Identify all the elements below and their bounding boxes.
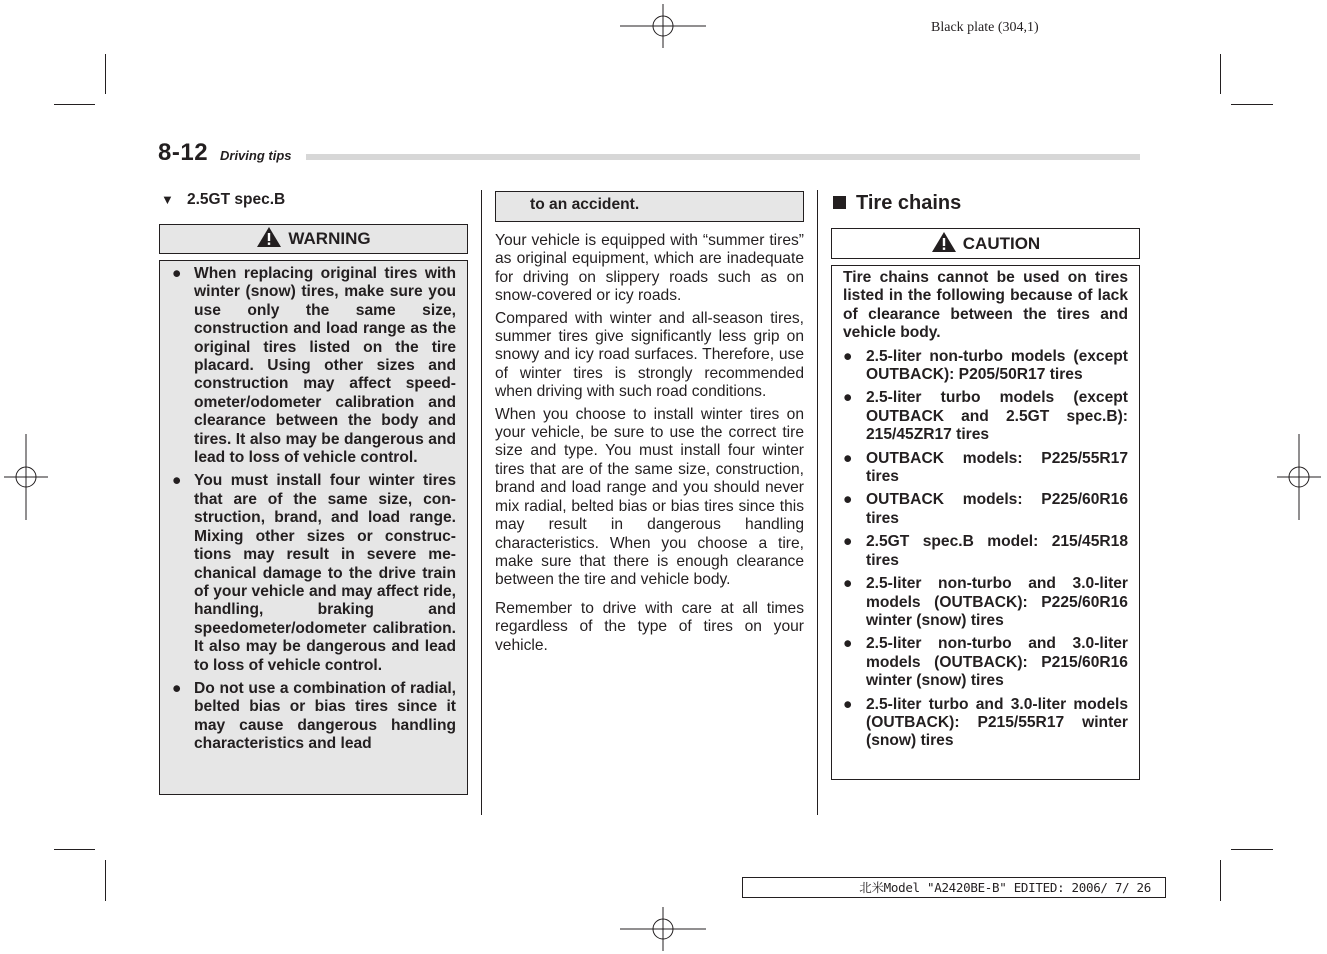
section-title: Driving tips: [220, 148, 292, 163]
paragraph: Compared with winter and all-season tires, summer tires give significantly less grip on snowy and icy road surfaces. Therefore, use of winter tires is strongly recommended when driving with such road conditions.: [495, 309, 804, 401]
crop-mark: [1231, 849, 1273, 850]
list-item: ● 2.5-liter non-turbo and 3.0-liter models (OUTBACK): P215/60R16 winter (snow) tires: [843, 635, 1128, 690]
list-item: ● Do not use a combination of radial, belted bias or bias tires since it may cause dangerous handling characteristics and lead: [172, 679, 456, 753]
column-divider: [481, 190, 482, 815]
list-item: ● OUTBACK models: P225/60R16 tires: [843, 491, 1128, 527]
list-item: ● 2.5GT spec.B model: 215/45R18 tires: [843, 533, 1128, 569]
bullet-icon: ●: [172, 265, 182, 282]
list-item: ● You must install four winter tires that are of the same size, construction, brand, and load range. Mixing other sizes or constructions may result in severe mechanical damage to the drive train of your vehicle and may affect ride, handling, braking and speedometer/odometer calibration. It also may be dangerous and lead to loss of vehicle control.: [172, 472, 456, 674]
caution-body: [831, 265, 1140, 780]
triangle-down-icon: ▼: [161, 192, 174, 207]
heading-text: Tire chains: [856, 192, 962, 214]
bullet-icon: ●: [843, 575, 853, 593]
caution-label: CAUTION: [962, 234, 1041, 253]
registration-mark-icon: [4, 434, 48, 520]
square-bullet-icon: [833, 196, 846, 209]
crop-mark: [54, 104, 95, 105]
body-text: [495, 232, 804, 655]
bullet-icon: ●: [843, 533, 853, 551]
bullet-icon: ●: [843, 389, 853, 407]
warning-continuation: to an accident.: [495, 191, 804, 222]
list-item: ● When replacing original tires with winter (snow) tires, make sure you use only the same size, construction and load range as the original tires listed on the tire placard. Using other sizes and construction may affect speedometer/odometer calibration and clearance between the body and tires. It also may be dangerous and lead to loss of vehicle control.: [172, 265, 456, 467]
bullet-icon: ●: [843, 635, 853, 653]
plate-label: Black plate (304,1): [931, 20, 1039, 35]
warning-label: WARNING: [288, 229, 371, 248]
caution-intro: Tire chains cannot be used on tires listed in the following because of lack of clearance between the tires and vehicle body.: [843, 269, 1128, 342]
warning-triangle-icon: [931, 231, 957, 253]
edit-stamp: 北米Model "A2420BE-B" EDITED: 2006/ 7/ 26: [742, 877, 1166, 898]
registration-mark-icon: [620, 907, 706, 951]
warning-body: [159, 260, 468, 795]
list-item: ● 2.5-liter non-turbo and 3.0-liter models (OUTBACK): P225/60R16 winter (snow) tires: [843, 575, 1128, 629]
section-heading: [833, 192, 961, 215]
subheading: [161, 191, 285, 209]
crop-mark: [54, 849, 95, 850]
registration-mark-icon: [620, 4, 706, 48]
bullet-icon: ●: [843, 347, 853, 365]
bullet-icon: ●: [172, 679, 182, 697]
crop-mark: [105, 860, 106, 901]
page-number: 8-12: [158, 139, 209, 166]
column-divider: [817, 190, 818, 815]
header-rule: [306, 154, 1140, 160]
bullet-icon: ●: [843, 491, 853, 509]
registration-mark-icon: [1277, 434, 1321, 520]
crop-mark: [105, 54, 106, 94]
subheading-text: 2.5GT spec.B: [187, 191, 286, 208]
caution-header: [831, 228, 1140, 259]
bullet-icon: ●: [843, 449, 853, 467]
crop-mark: [1220, 54, 1221, 94]
list-item: ● 2.5-liter non-turbo models (except OUTBACK): P205/50R17 tires: [843, 347, 1128, 384]
list-item: ● 2.5-liter turbo and 3.0-liter models (OUTBACK): P215/55R17 winter (snow) tires: [843, 695, 1128, 750]
list-item: ● OUTBACK models: P225/55R17 tires: [843, 449, 1128, 486]
paragraph: Your vehicle is equipped with “summer tires” as original equipment, which are inadequate for driving on slippery roads such as on snow-covered or icy roads.: [495, 232, 804, 305]
crop-mark: [1231, 104, 1273, 105]
paragraph: When you choose to install winter tires on your vehicle, be sure to use the correct tire size and type. You must install four winter tires that are of the same size, construction, brand and load range and you should never mix radial, belted bias or bias tires since this may result in dangerous handling characteristics. When you choose a tire, make sure that there is enough clearance between the tire and vehicle body.: [495, 405, 804, 589]
bullet-icon: ●: [172, 472, 182, 490]
warning-triangle-icon: [256, 226, 282, 248]
list-item: ● 2.5-liter turbo models (except OUTBACK and 2.5GT spec.B): 215/45ZR17 tires: [843, 389, 1128, 444]
crop-mark: [1220, 860, 1221, 901]
warning-header: [159, 224, 468, 254]
paragraph: Remember to drive with care at all times regardless of the type of tires on your vehicle.: [495, 599, 804, 654]
bullet-icon: ●: [843, 695, 853, 713]
